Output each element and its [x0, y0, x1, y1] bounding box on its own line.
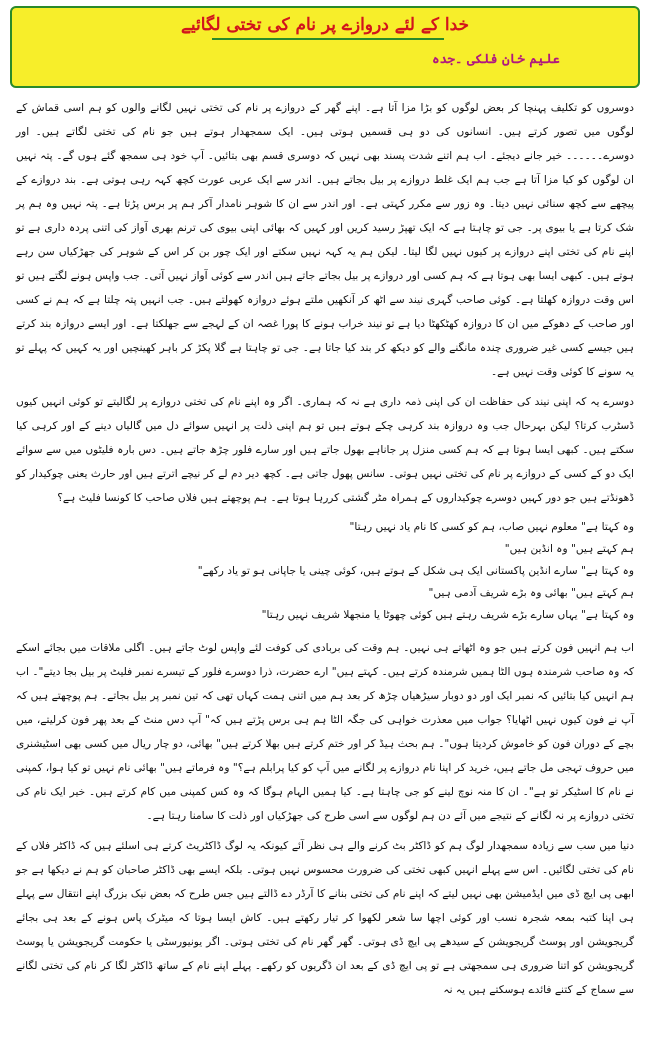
- dialogue-line: وہ کہتا ہے" یہاں سارے بڑے شریف رہتے ہیں کوئی چھوٹا یا منجھلا شریف نہیں رہتا": [261, 609, 634, 621]
- dialogue-line: وہ کہتا ہے" سارے انڈین پاکستانی ایک ہی شکل کے ہوتے ہیں، کوئی چینی یا جاپانی ہو تو یاد رکھے": [197, 565, 634, 577]
- paragraph-doctors: دنیا میں سب سے زیادہ سمجھدار لوگ ہم کو ڈاکٹر بٹ کرنے والے ہی نظر آئے کیونکہ یہ لوگ ڈاکٹریٹ کرتے ہی اسلئے ہیں کہ ڈاکٹر فلاں کے نام کی تختی لگائیں۔ اس سے پہلے انہیں کبھی تختی کی ضرورت محسوس نہیں ہوتی۔ بلکہ ایسے بھی ڈاکٹر صاحبان کو ہم نے دیکھا ہے جو ابھی پی ایچ ڈی میں ایڈمیشن بھی نہیں لیتے کہ اپنے نام کی تختی بنانے کا آرڈر دے ڈالتے ہیں جس طرح کہ بعض نیک بزرگ اپنے انتقال سے پہلے ہی اپنا کتبہ بمعہ شجرہ نسب اور کوئی اچھا سا شعر لکھوا کر تیار رکھتے ہیں۔ کاش ایسا ہوتا کہ میٹرک پاس ہونے کے بعد ہی بجائے گریجویشن اور پوسٹ گریجویشن کے سیدھے پی ایچ ڈی ہوتی۔ گھر گھر نام کی تختی ہوتی۔ اگر یونیورسٹی یا حکومت گریجویشن یا پوسٹ گریجویشن کو اتنا ضروری ہی سمجھتی ہے تو پی ایچ ڈی کے بعد ان ڈگریوں کو رکھے۔ پہلے اپنے نام کے ساتھ ڈاکٹر لگا کر نام کی تختی لگانے سے سماج کے کتنے فائدے ہوسکتے ہیں یہ نہ: [16, 840, 634, 996]
- article-body: [16, 96, 634, 1008]
- article-page: [10, 6, 640, 1022]
- author-byline: علیم خان فلکی ۔جدہ: [432, 52, 560, 67]
- title-divider: [212, 38, 444, 40]
- watchman-dialogue: [16, 516, 634, 626]
- dialogue-line: ہم کہتے ہیں" وہ انڈین ہیں": [504, 543, 634, 555]
- article-title: خدا کے لئے دروازے پر نام کی تختی لگائیے: [180, 15, 470, 35]
- paragraph-sleep: دوسرے یہ کہ اپنی نیند کی حفاظت ان کی اپنی ذمہ داری ہے نہ کہ ہماری۔ اگر وہ اپنے نام کی تختی دروازے پر لگالیتے تو کوئی انہیں کیوں ڈسٹرب کرتا؟ لیکن بہرحال جب وہ دروازہ بند کرہی چکے ہوتے ہیں تو ہم اپنی ذلت پر انہیں سوائے دل میں گالیاں دینے کے اور کرہی کیا سکتے ہیں۔ کبھی ایسا ہوتا ہے کہ ہم کسی منزل پر جاناہے بھول جاتے ہیں اور سارے فلور چڑھ جاتے ہیں۔ دس بارہ فلیٹوں میں سے سوائے ایک دو کے کسی کے دروازے پر نام کی تختی نہیں ہوتی۔ سانس پھول جاتی ہے۔ کچھ دیر دم لے کر نیچے اترتے ہیں اور حارث یعنی چوکیدار کو ڈھونڈتے ہیں جو دور کہیں دوسرے چوکیداروں کے ہمراہ مٹر گشتی کررہا ہوتا ہے۔ ہم پوچھتے ہیں فلاں صاحب کا کونسا فلیٹ ہے؟: [16, 396, 634, 504]
- article-header: [10, 6, 640, 88]
- paragraph-phone: اب ہم انہیں فون کرتے ہیں جو وہ اٹھاتے ہی نہیں۔ ہم وقت کی بربادی کی کوفت لئے واپس لوٹ جاتے ہیں۔ اگلی ملاقات میں بجائے اسکے کہ وہ صاحب شرمندہ ہوں الٹا ہمیں شرمندہ کرتے ہیں۔ کہتے ہیں" ارے حضرت، ذرا دوسرے فلور کے تیسرے نمبر فلیٹ پر بیل بجا دیتے"۔ اب ہم انہیں کیا بتائیں کہ نمبر ایک اور دو دوبار سیڑھیاں چڑھ کر بعد ہم میں اتنی ہمت کہاں تھی کہ تین نمبر پر بیل بجاتے۔ ہم پوچھتے ہیں کہ آپ نے فون کیوں نہیں اٹھایا؟ جواب میں معذرت خواہی کی جگہ الٹا ہم ہی برس پڑتے ہیں کہ" آپ دس منٹ کے بعد پھر فون کرلیتے، میں بچے کے دوران فون کو خاموش کردیتا ہوں"۔ ہم بحث ہیڈ کر اور ختم کرتے ہیں بھلا کرتے ہیں" بھائی، دو چار ریال میں کسی بھی اسٹیشنری میں حروف تہجی مل جاتے ہیں، خرید کر اپنا نام دروازے پر لگانے میں آپ کو کیا پرابلم ہے؟" وہ فرماتے ہیں" بھائی نام نہیں تو کیا ہوا، کمپنی نے نام کا اسٹیکر تو ہے"۔ ان کا منہ نوچ لینے کو جی چاہتا ہے۔ کیا ہمیں الہام ہوگا کہ وہ کس کمپنی میں کام کرتے ہیں۔ خیر ایک نام کی تختی دروازے پر نہ لگانے کے نتیجے میں آئے دن ہم لوگوں سے اسی طرح کی جھڑکیاں اور ذلت کا سامنا رہتا ہے۔: [16, 642, 634, 822]
- paragraph-intro: دوسروں کو تکلیف پہنچا کر بعض لوگوں کو بڑا مزا آتا ہے۔ اپنے گھر کے دروازے پر نام کی تختی نہیں لگانے والوں کو ہم اسی قماش کے لوگوں میں تصور کرتے ہیں۔ انسانوں کی دو ہی قسمیں ہوتی ہیں۔ ایک سمجھدار ہوتے ہیں جو نام کی تختی لگاتے ہیں۔ اور دوسرے۔۔۔۔۔۔ خیر جانے دیجئے۔ اب ہم اتنے شدت پسند بھی نہیں کہ دوسری قسم بھی بتائیں۔ آپ خود ہی سمجھ گئے ہوں گے۔ پتہ نہیں ان لوگوں کو کیا مزا آتا ہے جب ہم ایک غلط دروازے پر بیل بجاتے ہیں۔ اندر سے ایک عربی عورت کچھ کہہ رہی ہوتی ہے۔ بند دروازے کے پیچھے سے کچھ سنائی نہیں دیتا۔ وہ زور سے مکرر کہتی ہے۔ اور اندر سے ان کا شوہر نامدار آکر ہم پر برس پڑتا ہے۔ پتہ نہیں وہ ہم پر شک کرتا ہے یا بیوی پر۔ جی تو چاہتا ہے کہ ایک تھپڑ رسید کریں اور کہیں کہ بھائی اپنی بیوی کی ترنم بھری آواز کی اتنی پردہ داری ہے تو اپنے نام کی تختی اپنے دروازے پر کیوں نہیں لگا لیتا۔ لیکن ہم یہ کہہ نہیں سکتے اور ایک چور بن کر اس کے شوہر کی جھڑکیاں سن رہے ہوتے ہیں۔ کبھی ایسا بھی ہوتا ہے کہ ہم کسی اور دروازے پر بیل بجاتے جاتے ہیں اندر سے کوئی آواز نہیں آتی۔ جب واپس ہونے لگتے ہیں تو اس وقت دروازہ کھلتا ہے۔ کوئی صاحب گہری نیند سے اٹھ کر آنکھیں ملتے ہوئے دروازہ کھولتے ہیں۔ جب انہیں پتہ چلتا ہے کہ ہم نے کسی اور صاحب کے دھوکے میں ان کا دروازہ کھٹکھٹا دیا ہے تو نیند خراب ہونے کا پورا غصہ ان کے لہجے سے جھلکتا ہے۔ اور ایسے دروازہ بند کرتے ہیں جیسے کسی غیر ضروری چندہ مانگنے والے کو دیکھ کر بند کیا جاتا ہے۔ جی تو چاہتا ہے گلا پکڑ کر باہر کھینچیں اور یہ کہیں کہ پہلے تو یہ سونے کا کوئی وقت نہیں ہے۔: [16, 102, 634, 378]
- dialogue-line: ہم کہتے ہیں" بھائی وہ بڑے شریف آدمی ہیں": [428, 587, 634, 599]
- dialogue-line: وہ کہتا ہے" معلوم نہیں صاب، ہم کو کسی کا نام یاد نہیں رہتا": [349, 521, 634, 533]
